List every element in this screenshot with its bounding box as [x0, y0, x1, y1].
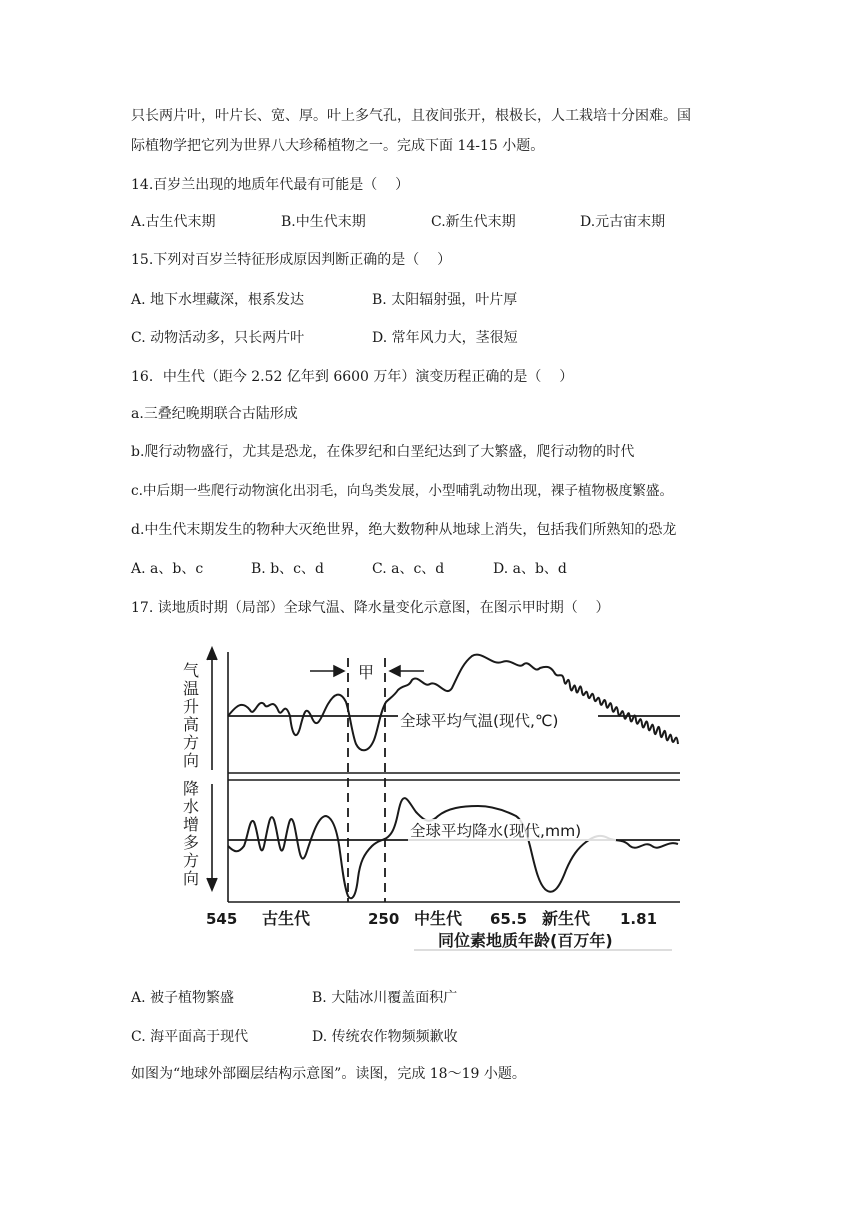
precipitation-curve [228, 798, 678, 898]
q16-option-b: B. b、c、d [251, 561, 324, 577]
precip-reference-label: 全球平均降水(现代,mm) [410, 822, 582, 840]
q17-option-b: B. 大陆冰川覆盖面积广 [312, 990, 458, 1006]
q16-option-c: C. a、c、d [372, 561, 445, 577]
q14-option-d: D.元古宙末期 [580, 214, 666, 230]
question-16-stem: 16．中生代（距今 2.52 亿年到 6600 万年）演变历程正确的是（ ） [131, 369, 574, 385]
intro-line-1: 只长两片叶，叶片长、宽、厚。叶上多气孔，且夜间张开，根极长，人工栽培十分困难。国 [131, 108, 691, 124]
q14-option-a: A.古生代末期 [131, 214, 216, 230]
precip-y-axis [207, 784, 217, 890]
tick-545: 545 [206, 910, 238, 928]
tick-1-81: 1.81 [620, 910, 658, 928]
q17-option-a: A. 被子植物繁盛 [131, 990, 235, 1006]
q15-option-c: C. 动物活动多，只长两片叶 [131, 330, 305, 346]
period-marker-label: 甲 [358, 663, 375, 682]
q14-option-c: C.新生代末期 [431, 214, 516, 230]
climate-change-figure [172, 640, 692, 960]
temperature-curve [228, 655, 678, 751]
q16-option-d: D. a、b、d [493, 561, 567, 577]
era-cenozoic-label: 新生代 [542, 909, 591, 928]
q16-statement-d: d.中生代末期发生的物种大灭绝世界，绝大数物种从地球上消失，包括我们所熟知的恐龙 [131, 522, 677, 538]
q17-option-d: D. 传统农作物频频歉收 [312, 1029, 458, 1045]
q17-option-c: C. 海平面高于现代 [131, 1029, 249, 1045]
tick-65-5: 65.5 [490, 910, 528, 928]
temp-reference-label: 全球平均气温(现代,℃) [400, 712, 559, 730]
question-15-stem: 15.下列对百岁兰特征形成原因判断正确的是（ ） [131, 252, 452, 268]
q15-option-a: A. 地下水埋藏深，根系发达 [131, 292, 305, 308]
q16-statement-b: b.爬行动物盛行，尤其是恐龙，在侏罗纪和白垩纪达到了大繁盛，爬行动物的时代 [131, 444, 635, 460]
question-14-stem: 14.百岁兰出现的地质年代最有可能是（ ） [131, 177, 410, 193]
q15-option-b: B. 太阳辐射强，叶片厚 [372, 292, 518, 308]
q15-option-d: D. 常年风力大，茎很短 [372, 330, 518, 346]
q16-statement-c: c.中后期一些爬行动物演化出羽毛，向鸟类发展，小型哺乳动物出现，裸子植物极度繁盛。 [131, 483, 674, 499]
intro-line-2: 际植物学把它列为世界八大珍稀植物之一。完成下面 14-15 小题。 [131, 138, 545, 154]
x-axis-title: 同位素地质年龄(百万年) [438, 931, 613, 950]
question-17-stem: 17. 读地质时期（局部）全球气温、降水量变化示意图，在图示甲时期（ ） [131, 600, 610, 616]
precip-axis-label: 降水增多方向 [180, 780, 200, 888]
outro-instruction: 如图为“地球外部圈层结构示意图”。读图，完成 18～19 小题。 [131, 1066, 526, 1082]
q16-option-a: A. a、b、c [131, 561, 204, 577]
tick-250: 250 [368, 910, 400, 928]
q14-option-b: B.中生代末期 [281, 214, 366, 230]
era-paleozoic-label: 古生代 [262, 909, 311, 928]
temp-y-axis [207, 648, 217, 770]
temp-axis-label: 气温升高方向 [180, 662, 200, 770]
q16-statement-a: a.三叠纪晚期联合古陆形成 [131, 406, 298, 422]
era-mesozoic-label: 中生代 [414, 909, 463, 928]
